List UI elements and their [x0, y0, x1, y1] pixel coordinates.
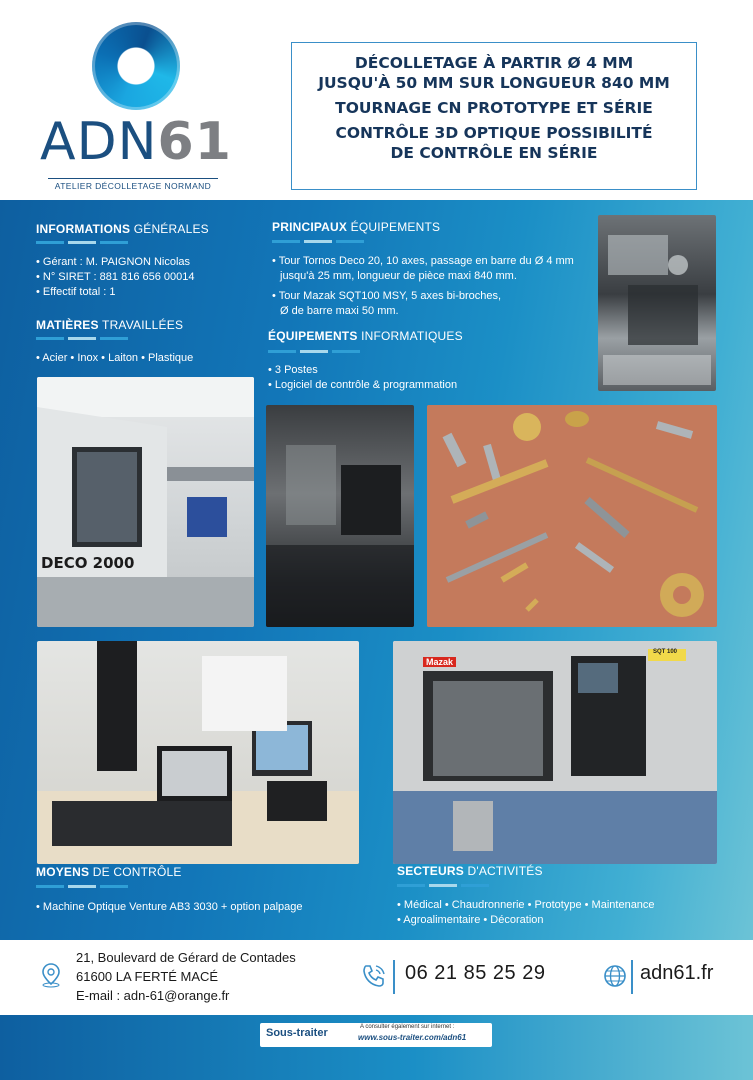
- main-panel: [0, 200, 753, 940]
- machined-parts-photo: [427, 405, 717, 627]
- logo-ring-icon: [92, 22, 180, 110]
- info-item: • N° SIRET : 881 816 656 00014: [36, 271, 195, 283]
- headline-line: JUSQU'À 50 MM SUR LONGUEUR 840 MM: [318, 74, 670, 92]
- website-link[interactable]: adn61.fr: [640, 962, 714, 984]
- globe-icon: [603, 964, 627, 988]
- equipment-item: Ø de barre maxi 50 mm.: [280, 305, 399, 317]
- sqt-label: SQT 100: [653, 649, 678, 655]
- it-item: • Logiciel de contrôle & programmation: [268, 379, 458, 391]
- header: [0, 0, 753, 200]
- section-divider: [36, 885, 132, 888]
- section-divider: [268, 350, 364, 353]
- sous-traiter-url[interactable]: www.sous-traiter.com/adn61: [358, 1033, 467, 1042]
- address-line: 21, Boulevard de Gérard de Contades: [76, 950, 296, 965]
- headline-line: DE CONTRÔLE EN SÉRIE: [390, 144, 598, 162]
- equipment-item: • Tour Mazak SQT100 MSY, 5 axes bi-broches,: [272, 290, 502, 302]
- info-item: • Gérant : M. PAIGNON Nicolas: [36, 256, 191, 268]
- control-title: MOYENS DE CONTRÔLE: [36, 865, 182, 879]
- phone-icon: [360, 962, 388, 990]
- sectors-title: SECTEURS D'ACTIVITÉS: [397, 864, 543, 878]
- section-divider: [397, 884, 493, 887]
- headline-line: TOURNAGE CN PROTOTYPE ET SÉRIE: [335, 99, 653, 117]
- bottom-band: [0, 1015, 753, 1080]
- optical-control-photo: [37, 641, 359, 864]
- separator: [393, 960, 395, 994]
- headline-line: CONTRÔLE 3D OPTIQUE POSSIBILITÉ: [335, 124, 653, 142]
- separator: [631, 960, 633, 994]
- sectors-item: • Agroalimentaire • Décoration: [397, 914, 544, 926]
- info-item: • Effectif total : 1: [36, 286, 116, 298]
- section-divider: [36, 337, 132, 340]
- headline-box: [291, 42, 697, 190]
- info-title: INFORMATIONS GÉNÉRALES: [36, 222, 209, 236]
- section-divider: [272, 240, 368, 243]
- deco-2000-photo: [37, 377, 254, 627]
- equipment-item: • Tour Tornos Deco 20, 10 axes, passage en barre du Ø 4 mm: [272, 255, 574, 267]
- mazak-label: Mazak: [423, 657, 456, 667]
- deco-label: DECO 2000: [41, 554, 135, 572]
- equipment-title: PRINCIPAUX ÉQUIPEMENTS: [272, 220, 441, 234]
- phone-number[interactable]: 06 21 85 25 29: [405, 962, 546, 984]
- control-item: • Machine Optique Venture AB3 3030 + option palpage: [36, 901, 303, 913]
- email-line[interactable]: E-mail : adn-61@orange.fr: [76, 988, 230, 1003]
- address-line: 61600 LA FERTÉ MACÉ: [76, 969, 219, 984]
- sous-traiter-note: A consulter également sur internet :: [360, 1024, 455, 1030]
- location-pin-icon: [40, 962, 62, 988]
- equipment-item: jusqu'à 25 mm, longueur de pièce maxi 840 mm.: [280, 270, 517, 282]
- lathe-interior-photo: [266, 405, 414, 627]
- contact-footer: [0, 940, 753, 1015]
- it-item: • 3 Postes: [268, 364, 318, 376]
- materials-title: MATIÈRES TRAVAILLÉES: [36, 318, 184, 332]
- headline-line: DÉCOLLETAGE À PARTIR Ø 4 MM: [354, 54, 634, 72]
- machine-interior-photo: [598, 215, 716, 391]
- mazak-photo: [393, 641, 717, 864]
- materials-list: • Acier • Inox • Laiton • Plastique: [36, 352, 194, 364]
- sous-traiter-badge[interactable]: [260, 1023, 492, 1047]
- it-title: ÉQUIPEMENTS INFORMATIQUES: [268, 329, 463, 343]
- logo-subtitle: ATELIER DÉCOLLETAGE NORMAND: [48, 178, 218, 191]
- sectors-item: • Médical • Chaudronnerie • Prototype • Maintenance: [397, 899, 655, 911]
- company-logo: [30, 18, 230, 193]
- section-divider: [36, 241, 132, 244]
- sous-traiter-logo: Sous-traiter: [266, 1027, 328, 1039]
- postal-address: [76, 948, 296, 1005]
- logo-wordmark: ADN61: [40, 112, 232, 172]
